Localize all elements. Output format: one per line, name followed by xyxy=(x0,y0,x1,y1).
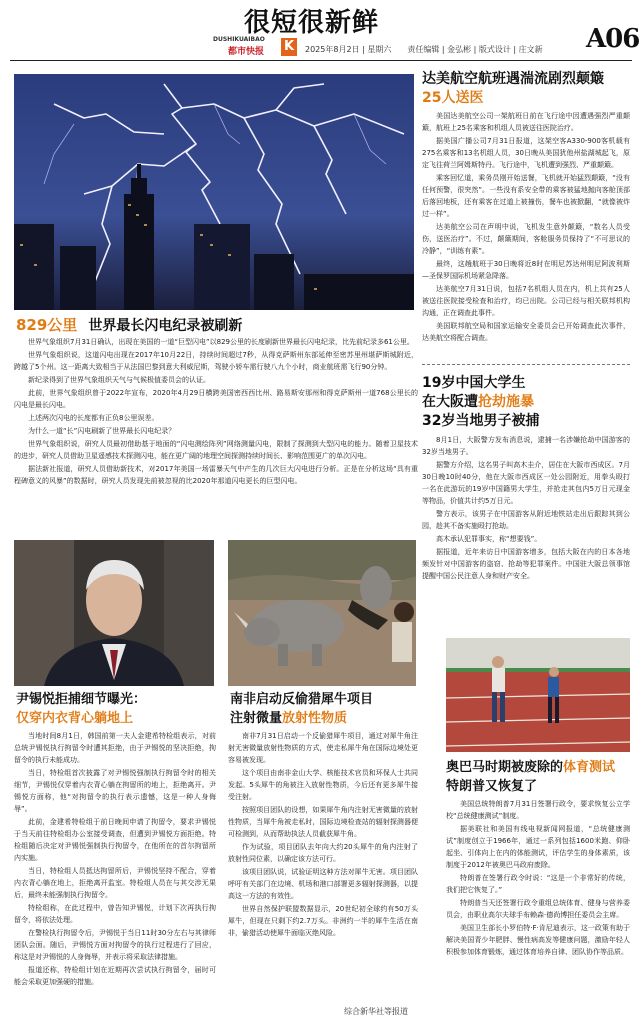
lightning-headline xyxy=(16,314,242,335)
student-headline-3: 32岁当地男子被捕 xyxy=(422,413,540,429)
paragraph: 特检组称，在此过程中，曾告知尹锡悦，计划下次再执行拘留令，将依法处理。 xyxy=(14,904,216,924)
paragraph: 报道还称，特检组计划在近期再次尝试执行拘留令，届时可能会采取更加强硬的措施。 xyxy=(14,966,216,986)
paragraph: 据报道，近年来访日中国游客增多，包括大阪在内的日本各地频发针对中国游客的盗窃、抢劫等犯罪案件。中国驻大阪总领事馆提醒中国公民注意人身和财产安全。 xyxy=(422,548,630,580)
brand-name-en: DUSHIKUAIBAO xyxy=(213,36,265,43)
running-track-photo xyxy=(446,638,630,752)
paragraph: 新纪录得到了世界气象组织天气与气候极值委员会的认证。 xyxy=(28,376,210,384)
rhino-photo xyxy=(228,540,416,686)
headline-main: 世界最长闪电纪录被刷新 xyxy=(88,318,243,334)
rhino-illustration xyxy=(228,540,416,686)
paragraph: 为什么一道“长”闪电刷新了世界最长闪电纪录？ xyxy=(28,427,176,435)
paragraph: 该项目团队说，试验证明这种方法对犀牛无害。项目团队呼吁有关部门在边境、机场和港口部署更多辐射探测器，以提高这一方法的有效性。 xyxy=(228,868,418,900)
lightning-city-illustration xyxy=(14,74,414,310)
paragraph: 美国达美航空公司一架航班日前在飞行途中因遭遇强烈严重颠簸，航班上25名乘客和机组人员被送往医院治疗。 xyxy=(422,112,630,132)
paragraph: 美国卫生部长小罗伯特·F·肯尼迪表示，这一政策有助于解决美国青少年肥胖、慢性病高发等健康问题，激励年轻人积极参加体育锻炼，通过体育培养自律、团队协作等品质。 xyxy=(446,924,630,956)
column-divider xyxy=(422,364,630,365)
lightning-photo xyxy=(14,74,414,310)
rhino-body xyxy=(228,730,418,1002)
paragraph: 世界气象组织7月31日确认，出现在美国的一道“巨型闪电”以829公里的长度刷新世界最长闪电纪录，比先前纪录多61公里。 xyxy=(28,338,414,346)
header-rule xyxy=(10,60,632,61)
paragraph: 此前，金建希特检组于前日晚间申请了拘留令，要求尹锡悦于当天前往特检组办公室接受调查，但遭到尹锡悦方面拒绝。特检组随后决定对尹锡悦强制执行拘留令，在他所在的首尔拘留所内实施。 xyxy=(14,818,216,862)
paragraph: 最终，这趟航班于30日晚将近8时在明尼苏达州明尼阿波利斯—圣保罗国际机场紧急降落。 xyxy=(422,260,630,280)
headline-accent: 抢劫施暴 xyxy=(478,394,534,410)
paragraph: 8月1日，大阪警方发布消息说，逮捕一名涉嫌抢劫中国游客的32岁当地男子。 xyxy=(422,436,630,456)
paragraph: 南非7月31日启动一个反偷猎犀牛项目，通过对犀牛角注射无害微量放射性物质的方式，使走私犀牛角在国际边境处更容易被发现。 xyxy=(228,732,418,764)
brand-name-cn: 都市快报 xyxy=(228,47,265,57)
paragraph: 据法新社报道，研究人员借助新技术，对2017年美国一场雷暴天气中产生的几次巨大闪电进行分析。正是在分析这场“具有重程碑意义的风暴”的数据时，研究人员发现先前被忽视的比2020年那道闪电更长的巨型闪电。 xyxy=(14,465,418,485)
paragraph: 世界气象组织说，研究人员最初借助基于地面的“闪电测绘阵列”网络测量闪电，限制了探测到大型闪电的能力。随着卫星技术的进步，研究人员借助卫星遥感技术探测闪电，能在更广阔的地理空间探测持续时间长、影响范围更广的单次闪电。 xyxy=(14,440,418,460)
paragraph: 作为试验，项目团队去年向大约20头犀牛的角内注射了放射性同位素，以确定该方法可行。 xyxy=(228,843,418,863)
brand-logo-icon: K xyxy=(281,38,297,56)
student-body xyxy=(422,434,630,630)
paragraph: 上述两次闪电的长度都有正负8公里误差。 xyxy=(28,414,159,422)
paragraph: 达美航空公司在声明中说，飞机发生意外颠簸，“数名人员受伤，送医治疗”。不过，颠簸期间，客舱服务员保持了“不可思议的冷静”，“训练有素”。 xyxy=(422,223,630,255)
student-headline-2 xyxy=(422,393,630,412)
student-headline-1: 19岁中国大学生 xyxy=(422,375,526,391)
paragraph: 据美国广播公司7月31日报道，这架空客A330-900客机载有275名乘客和13名机组人员，30日晚从美国犹他州盐湖城起飞，原定飞往荷兰阿姆斯特丹。飞行途中，飞机遭到强烈、严重颠簸。 xyxy=(422,137,630,169)
paragraph: 这个项目由南非金山大学、核能技术官员和环保人士共同发起。5头犀牛的角被注入放射性物质，今后还有更多犀牛接受注射。 xyxy=(228,769,418,801)
paragraph: 高木承认犯罪事实，称“想要钱”。 xyxy=(436,535,542,543)
fitness-headline xyxy=(446,758,632,796)
paragraph: 据美联社和美国有线电视新闻网报道，“总统健康测试”制度创立于1966年，通过一系列包括1600米跑、仰卧起坐、引体向上在内的体能测试，评估学生的身体素质，该制度于2012年被奥巴马政府废除。 xyxy=(446,825,630,869)
issue-meta: 2025年8月2日 | 星期六 责任编辑 | 金弘彬 | 版式设计 | 庄文新 xyxy=(305,45,543,54)
paragraph: 在警检执行拘留令后，尹锡悦于当日11时30分左右与其律师团队会面。随后，尹锡悦方面对拘留令的执行过程进行了回应，称这是对尹锡悦的人身侮辱，并表示将采取法律措施。 xyxy=(14,929,216,961)
paragraph: 按照项目团队的设想，如果犀牛角内注射无害微量的放射性物质，当犀牛角被走私时，国际边境检查站的辐射探测器便可检测到，从而帮助执法人员截获犀牛角。 xyxy=(228,806,418,838)
paragraph: 警方表示，该男子在中国游客从附近地铁站走出后跟踪其到公园，趁其不备实施殴打抢劫。 xyxy=(422,510,630,530)
headline-text: 奥巴马时期被废除的 xyxy=(446,760,564,775)
rhino-headline xyxy=(230,690,418,728)
headline-accent: 829公里 xyxy=(16,316,78,334)
yoon-photo xyxy=(14,540,214,686)
runners-illustration xyxy=(446,638,630,752)
fitness-body xyxy=(446,798,630,1018)
paragraph: 特朗普在签署行政令时说：“这是一个非常好的传统，我们把它恢复了。” xyxy=(446,874,630,894)
headline-text: 注射微量 xyxy=(230,711,283,726)
paragraph: 达美航空7月31日说，包括7名机组人员在内，机上共有25人被送往医院接受检查和治疗，均已出院。公司已经与相关联邦机构沟通，正在调查此事件。 xyxy=(422,285,630,317)
airline-subheadline: 25人送医 xyxy=(422,90,484,106)
rhino-headline-1: 南非启动反偷猎犀牛项目 xyxy=(230,692,374,707)
fitness-headline-1 xyxy=(446,758,632,777)
paragraph: 此前，世界气象组织曾于2022年宣布，2020年4月29日横跨美国密西西比州、路易斯安那州和得克萨斯州一道768公里长的闪电是最长闪电。 xyxy=(14,389,418,409)
paragraph: 乘客回忆道，乘务员刚开始送餐，飞机就开始猛烈颠簸，“没有任何预警，很突然”。一些没有系安全带的乘客被猛地抛向客舱顶部后落回地板，还有乘客在过道上被撞伤，餐车也被掀翻，“就像被炸过一样”。 xyxy=(422,174,630,218)
rhino-headline-2 xyxy=(230,709,418,728)
airline-headline: 达美航空航班遇湍流剧烈颠簸 xyxy=(422,71,604,87)
yoon-headline-2: 仅穿内衣背心躺地上 xyxy=(16,711,134,726)
yoon-headline-1: 尹锡悦拒捕细节曝光： xyxy=(16,692,147,707)
paragraph: 世界自然保护联盟数据显示，20世纪初全球约有50万头犀牛，但现在只剩下约2.7万头。非洲约一半的犀牛生活在南非，偷猎活动使犀牛面临灭绝风险。 xyxy=(228,905,418,937)
lightning-body xyxy=(14,336,418,526)
portrait-illustration xyxy=(14,540,214,686)
paragraph: 当日，特检组人员抵达拘留所后，尹锡悦坚持不配合，穿着内衣背心躺在地上，拒绝离开监室。特检组人员在与其交涉无果后，最终未能强制执行拘留令。 xyxy=(14,867,216,899)
headline-text: 在大阪遭 xyxy=(422,394,478,410)
paragraph: 当日，特检组首次披露了对尹锡悦强制执行拘留令时的相关细节，尹锡悦仅穿着内衣背心躺在拘留所的地上，拒绝离开。尹锡悦方面称，他“对拘留令的执行表示遗憾，这是一种人身侮辱”。 xyxy=(14,769,216,813)
paragraph: 美国总统特朗普7月31日签署行政令，要求恢复公立学校“总统健康测试”制度。 xyxy=(446,800,630,820)
headline-accent: 体育测试 xyxy=(563,760,616,775)
yoon-headline xyxy=(16,690,216,728)
paragraph: 美国联邦航空局和国家运输安全委员会已开始调查此次事件，达美航空将配合调查。 xyxy=(422,322,630,342)
yoon-body xyxy=(14,730,216,1012)
student-story xyxy=(422,374,630,431)
airline-body xyxy=(422,110,630,358)
paragraph: 据警方介绍，这名男子叫高木圭介，居住在大阪市西成区。7月30日晚10时40分，他在大阪市西成区一处公园附近，用拳头殴打一名在此游玩的19岁中国籍男大学生，并抢走其包内5万日元现金等物品，价值共计约5万日元。 xyxy=(422,461,630,505)
paragraph: 当地时间8月1日，韩国前第一夫人金建希特检组表示，对前总统尹锡悦执行拘留令时遭其拒绝，由于尹锡悦的坚决拒绝，拘留令的执行未能成功。 xyxy=(14,732,216,764)
paragraph: 特朗普当天还签署行政令重组总统体育、健身与营养委员会，由职业高尔夫球手布赖森·德尚博担任委员会主席。 xyxy=(446,899,630,919)
section-title: 很短很新鲜 xyxy=(244,8,380,38)
page-number: A06 xyxy=(586,24,640,54)
page-header xyxy=(0,0,642,62)
paragraph: 世界气象组织说，这道闪电出现在2017年10月22日，持续时间超过7秒，从得克萨斯州东部延伸至密苏里州堪萨斯城附近，跨越了5个州。这一距离大致相当于从法国巴黎到意大利威尼斯，驾驶小轿车需行驶八九个小时，商业航班需飞行90分钟。 xyxy=(14,351,418,371)
footer-credit: 综合新华社等报道 xyxy=(344,1007,408,1016)
headline-accent: 放射性物质 xyxy=(282,711,348,726)
fitness-headline-2: 特朗普又恢复了 xyxy=(446,779,538,794)
airline-story xyxy=(422,70,630,108)
